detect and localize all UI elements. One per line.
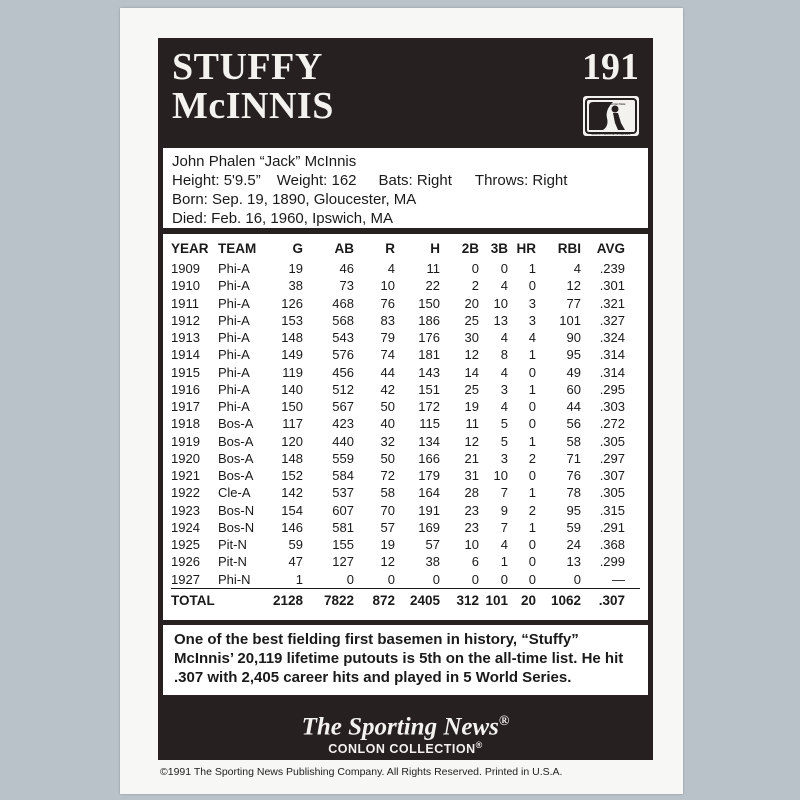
stats-cell-avg: .299	[599, 554, 625, 570]
stats-cell-year: 1926	[171, 554, 200, 570]
stats-cell-rbi: 58	[566, 433, 581, 449]
copyright-notice: ©1991 The Sporting News Publishing Company. All Rights Reserved. Printed in U.S.A.	[160, 766, 563, 778]
stats-header-doubles: 2B	[461, 241, 479, 256]
stats-cell-triples: 3	[500, 381, 508, 397]
stats-cell-doubles: 23	[464, 519, 479, 535]
stats-cell-triples: 8	[500, 347, 508, 363]
stats-cell-doubles: 28	[464, 485, 479, 501]
stats-cell-g: 1	[295, 571, 303, 587]
stats-cell-rbi: 95	[566, 347, 581, 363]
stats-cell-avg: .314	[599, 347, 625, 363]
stats-cell-triples: 1	[500, 554, 508, 570]
stats-header-g: G	[292, 241, 303, 256]
stats-cell-h: 181	[418, 347, 440, 363]
card-frame	[158, 38, 653, 760]
stats-cell-hr: 1	[528, 261, 536, 276]
stats-cell-hr: 0	[528, 554, 536, 570]
stats-cell-doubles: 12	[464, 347, 479, 363]
stats-cell-h: 134	[418, 433, 440, 449]
stats-cell-g: 126	[281, 295, 303, 311]
stats-cell-avg: .307	[599, 468, 625, 483]
stats-cell-r: 44	[380, 364, 395, 380]
stats-cell-ab: 537	[332, 485, 354, 501]
stats-cell-rbi: 13	[566, 554, 581, 570]
stats-cell-g: 148	[281, 330, 303, 345]
stats-cell-team: Bos-A	[218, 433, 254, 449]
stats-cell-g: 152	[281, 468, 303, 483]
stats-cell-avg: .321	[599, 295, 625, 311]
stats-cell-rbi: 59	[566, 519, 581, 535]
stats-total-rbi: 1062	[550, 593, 581, 608]
stats-total-avg: .307	[598, 593, 625, 608]
stats-cell-doubles: 23	[464, 502, 479, 518]
stats-cell-hr: 1	[528, 485, 536, 501]
stats-cell-ab: 127	[332, 554, 354, 570]
stats-cell-ab: 607	[332, 502, 354, 518]
stats-cell-team: Phi-A	[218, 347, 250, 363]
stats-cell-r: 50	[380, 399, 395, 414]
stats-cell-r: 83	[380, 312, 395, 328]
player-name	[172, 48, 334, 126]
stats-cell-h: 57	[425, 537, 440, 552]
stats-cell-doubles: 10	[464, 537, 479, 552]
stats-cell-team: Phi-N	[218, 571, 251, 587]
stats-cell-doubles: 2	[471, 278, 479, 294]
stats-cell-triples: 3	[500, 450, 508, 466]
stats-cell-r: 58	[380, 485, 395, 501]
stats-cell-year: 1923	[171, 502, 200, 518]
stats-cell-triples: 4	[500, 364, 508, 380]
stats-cell-rbi: 101	[559, 312, 581, 328]
stats-cell-year: 1910	[171, 278, 200, 294]
stats-cell-triples: 7	[500, 519, 508, 535]
stats-cell-ab: 155	[332, 537, 354, 552]
stats-cell-r: 57	[380, 519, 395, 535]
stats-cell-rbi: 77	[566, 295, 581, 311]
stats-cell-doubles: 0	[471, 571, 479, 587]
stats-cell-g: 154	[281, 502, 303, 518]
stats-cell-triples: 5	[500, 416, 508, 432]
born: Born: Sep. 19, 1890, Gloucester, MA	[172, 191, 417, 208]
stats-header-avg: AVG	[596, 241, 625, 256]
stats-cell-hr: 1	[528, 381, 536, 397]
stats-cell-ab: 567	[332, 399, 354, 414]
stats-cell-year: 1916	[171, 381, 200, 397]
collection-reg-mark: ®	[475, 740, 483, 750]
stats-cell-hr: 0	[528, 416, 536, 432]
stats-cell-doubles: 14	[464, 364, 479, 380]
stats-cell-year: 1924	[171, 519, 200, 535]
stats-cell-r: 12	[380, 554, 395, 570]
stats-cell-ab: 0	[346, 571, 354, 587]
stats-cell-team: Phi-A	[218, 399, 250, 414]
stats-header-triples: 3B	[490, 241, 508, 256]
stats-cell-h: 11	[426, 261, 440, 276]
stats-cell-avg: .314	[599, 364, 625, 380]
stats-header-team: TEAM	[218, 241, 257, 256]
stats-cell-rbi: 4	[573, 261, 581, 276]
stats-cell-ab: 440	[332, 433, 354, 449]
stats-cell-ab: 512	[332, 381, 354, 397]
stats-cell-h: 169	[418, 519, 440, 535]
stats-cell-rbi: 78	[566, 485, 581, 501]
stats-cell-h: 176	[418, 330, 440, 345]
stats-cell-year: 1927	[171, 571, 200, 587]
stats-cell-rbi: 44	[566, 399, 581, 414]
stats-cell-rbi: 76	[566, 468, 581, 483]
stats-cell-triples: 13	[493, 312, 508, 328]
stats-cell-team: Phi-A	[218, 330, 250, 345]
stats-cell-year: 1911	[171, 295, 199, 311]
stats-cell-avg: .303	[599, 399, 625, 414]
stats-cell-year: 1918	[171, 416, 200, 432]
stats-cell-year: 1914	[171, 347, 200, 363]
stats-cell-hr: 0	[528, 571, 536, 587]
stats-cell-triples: 5	[500, 433, 508, 449]
stats-cell-hr: 1	[528, 519, 536, 535]
stats-cell-rbi: 0	[573, 571, 581, 587]
stats-cell-doubles: 0	[471, 261, 479, 276]
stats-cell-doubles: 11	[465, 416, 479, 432]
stats-cell-g: 59	[288, 537, 303, 552]
stats-cell-r: 4	[387, 261, 395, 276]
baseball-card-back	[120, 8, 683, 794]
stats-cell-hr: 2	[528, 502, 536, 518]
card-number: 191	[582, 46, 639, 88]
stats-header-hr: HR	[516, 241, 536, 256]
stats-cell-doubles: 25	[464, 312, 479, 328]
stats-cell-g: 142	[281, 485, 303, 501]
stats-total-ab: 7822	[323, 593, 354, 608]
stats-cell-rbi: 90	[566, 330, 581, 345]
stats-cell-year: 1912	[171, 312, 200, 328]
stats-cell-doubles: 30	[464, 330, 479, 345]
stats-header-year: YEAR	[171, 241, 209, 256]
stats-cell-avg: .297	[599, 450, 625, 466]
stats-cell-hr: 0	[528, 278, 536, 294]
stats-cell-r: 76	[380, 295, 395, 311]
stats-cell-avg: .327	[599, 312, 625, 328]
stats-cell-triples: 4	[500, 537, 508, 552]
stats-cell-h: 179	[418, 468, 440, 483]
stats-cell-h: 186	[418, 312, 440, 328]
stats-cell-doubles: 12	[464, 433, 479, 449]
stats-cell-ab: 584	[332, 468, 354, 483]
stats-cell-h: 22	[425, 278, 440, 294]
stats-cell-team: Phi-A	[218, 278, 250, 294]
stats-cell-h: 166	[418, 450, 440, 466]
logo-bottom-text: MAJOR LEAGUE BASEBALL	[591, 132, 631, 136]
logo-top-text: OFFICIAL LICENSEE	[596, 102, 626, 106]
stats-cell-r: 0	[387, 571, 395, 587]
stats-header-ab: AB	[334, 241, 354, 256]
stats-cell-team: Bos-A	[218, 416, 254, 432]
stats-cell-year: 1909	[171, 261, 200, 276]
stats-header-h: H	[430, 241, 440, 256]
stats-cell-avg: .324	[599, 330, 625, 345]
stats-cell-h: 0	[432, 571, 440, 587]
stats-cell-year: 1920	[171, 450, 200, 466]
stats-cell-doubles: 19	[464, 399, 479, 414]
stats-cell-hr: 1	[528, 433, 536, 449]
stats-cell-r: 40	[380, 416, 395, 432]
stats-cell-team: Phi-A	[218, 381, 250, 397]
stats-cell-g: 117	[282, 416, 303, 432]
stats-cell-team: Phi-A	[218, 295, 250, 311]
stats-total-g: 2128	[272, 593, 303, 608]
stats-cell-hr: 4	[528, 330, 536, 345]
stats-cell-team: Phi-A	[218, 261, 250, 276]
stats-cell-year: 1919	[171, 433, 200, 449]
stats-cell-ab: 46	[339, 261, 354, 276]
stats-cell-doubles: 20	[464, 295, 479, 311]
stats-cell-hr: 0	[528, 468, 536, 483]
stats-cell-team: Pit-N	[218, 537, 247, 552]
height: Height: 5'9.5”	[172, 172, 261, 189]
stats-cell-h: 38	[425, 554, 440, 570]
stats-cell-team: Phi-A	[218, 312, 250, 328]
stats-cell-year: 1913	[171, 330, 200, 345]
stats-cell-g: 153	[281, 312, 303, 328]
stats-cell-g: 149	[281, 347, 303, 363]
stats-cell-r: 32	[380, 433, 395, 449]
stats-cell-avg: .295	[599, 381, 625, 397]
stats-cell-hr: 3	[528, 295, 536, 311]
bats: Bats: Right	[378, 172, 452, 189]
stats-cell-g: 19	[288, 261, 303, 276]
stats-cell-h: 191	[418, 502, 440, 518]
stats-total-doubles: 312	[456, 593, 479, 608]
stats-cell-ab: 73	[339, 278, 354, 294]
brand-name: The Sporting News	[301, 713, 499, 741]
stats-cell-triples: 10	[493, 468, 508, 483]
player-first-name: STUFFY	[172, 46, 323, 88]
stats-cell-r: 74	[380, 347, 395, 363]
career-blurb: One of the best fielding first basemen in history, “Stuffy” McInnis’ 20,119 lifetime putouts is 5th on the all-time list. He hit .307 with 2,405 career hits and played in 5 World Series.	[163, 625, 648, 695]
stats-cell-team: Bos-A	[218, 450, 254, 466]
stats-cell-hr: 0	[528, 537, 536, 552]
stats-cell-ab: 456	[332, 364, 354, 380]
stats-total-year: TOTAL	[171, 593, 215, 608]
stats-cell-g: 148	[281, 450, 303, 466]
stats-cell-avg: .305	[599, 485, 625, 501]
stats-cell-triples: 4	[500, 278, 508, 294]
stats-cell-h: 151	[418, 381, 440, 397]
stats-cell-h: 143	[418, 364, 440, 380]
stats-cell-ab: 423	[332, 416, 354, 432]
stats-cell-hr: 2	[528, 450, 536, 466]
stats-cell-r: 72	[380, 468, 395, 483]
stats-cell-ab: 468	[332, 295, 354, 311]
stats-cell-rbi: 49	[566, 364, 581, 380]
stats-cell-r: 19	[380, 537, 395, 552]
stats-cell-r: 50	[380, 450, 395, 466]
stats-cell-g: 119	[282, 364, 303, 380]
stats-cell-doubles: 31	[464, 468, 479, 483]
brand-reg-mark: ®	[498, 714, 510, 729]
player-bio	[163, 148, 648, 228]
conlon-collection	[158, 737, 653, 757]
stats-cell-triples: 7	[500, 485, 508, 501]
total-divider	[171, 588, 640, 589]
physical-stats-row	[172, 171, 648, 190]
stats-total-hr: 20	[520, 593, 536, 608]
stats-cell-avg: —	[612, 571, 625, 587]
weight: Weight: 162	[276, 172, 357, 189]
stats-header-rbi: RBI	[557, 241, 581, 256]
stats-cell-r: 70	[380, 502, 395, 518]
stats-cell-avg: .368	[599, 537, 625, 552]
player-last-name: McINNIS	[172, 85, 334, 127]
stats-cell-g: 47	[288, 554, 303, 570]
stats-cell-triples: 0	[500, 261, 508, 276]
stats-cell-h: 150	[418, 295, 440, 311]
stats-cell-g: 150	[281, 399, 303, 414]
stats-cell-triples: 10	[493, 295, 508, 311]
stats-cell-team: Phi-A	[218, 364, 250, 380]
stats-total-triples: 101	[485, 593, 508, 608]
stats-cell-hr: 0	[528, 364, 536, 380]
stats-cell-ab: 543	[332, 330, 354, 345]
stats-cell-team: Bos-N	[218, 519, 255, 535]
stats-cell-ab: 559	[332, 450, 354, 466]
stats-cell-r: 42	[380, 381, 395, 397]
stats-cell-team: Bos-A	[218, 468, 254, 483]
stats-cell-ab: 568	[332, 312, 354, 328]
stats-cell-avg: .301	[599, 278, 625, 294]
stats-cell-year: 1922	[171, 485, 200, 501]
stats-cell-avg: .239	[599, 261, 625, 276]
stats-cell-g: 120	[281, 433, 303, 449]
stats-cell-ab: 576	[332, 347, 354, 363]
stats-cell-rbi: 71	[566, 450, 581, 466]
stats-cell-ab: 581	[332, 519, 354, 535]
stats-cell-team: Cle-A	[218, 485, 251, 501]
stats-cell-avg: .291	[599, 519, 625, 535]
stats-cell-r: 79	[380, 330, 395, 345]
stats-cell-triples: 9	[500, 502, 508, 518]
stats-cell-triples: 4	[500, 399, 508, 414]
stats-cell-team: Pit-N	[218, 554, 247, 570]
mlb-logo-icon	[583, 96, 639, 136]
stats-cell-avg: .272	[599, 416, 625, 432]
stats-cell-team: Bos-N	[218, 502, 255, 518]
stats-cell-g: 38	[288, 278, 303, 294]
stats-table	[163, 234, 648, 620]
stats-cell-hr: 3	[528, 312, 536, 328]
stats-cell-year: 1921	[171, 468, 200, 483]
stats-total-r: 872	[372, 593, 395, 608]
stats-cell-triples: 4	[500, 330, 508, 345]
stats-cell-rbi: 24	[566, 537, 581, 552]
died: Died: Feb. 16, 1960, Ipswich, MA	[172, 210, 393, 227]
stats-cell-hr: 0	[528, 399, 536, 414]
stats-cell-rbi: 12	[566, 278, 581, 294]
stats-cell-rbi: 95	[566, 502, 581, 518]
collection-name: CONLON COLLECTION	[328, 742, 476, 757]
stats-cell-g: 146	[281, 519, 303, 535]
stats-header-r: R	[385, 241, 395, 256]
stats-cell-triples: 0	[500, 571, 508, 587]
throws: Throws: Right	[474, 172, 568, 189]
stats-cell-h: 172	[418, 399, 440, 414]
stats-cell-avg: .305	[599, 433, 625, 449]
stats-cell-year: 1925	[171, 537, 200, 552]
stats-cell-doubles: 25	[464, 381, 479, 397]
stats-cell-year: 1915	[171, 364, 200, 380]
stats-cell-r: 10	[380, 278, 395, 294]
stats-total-h: 2405	[409, 593, 440, 608]
stats-cell-rbi: 56	[566, 416, 581, 432]
stats-cell-year: 1917	[171, 399, 200, 414]
stats-cell-h: 115	[419, 416, 440, 432]
stats-cell-hr: 1	[528, 347, 536, 363]
stats-cell-avg: .315	[599, 502, 625, 518]
stats-cell-doubles: 21	[464, 450, 479, 466]
stats-cell-doubles: 6	[471, 554, 479, 570]
stats-cell-h: 164	[418, 485, 440, 501]
full-name: John Phalen “Jack” McInnis	[172, 153, 357, 170]
stats-cell-rbi: 60	[566, 381, 581, 397]
stats-cell-g: 140	[281, 381, 303, 397]
